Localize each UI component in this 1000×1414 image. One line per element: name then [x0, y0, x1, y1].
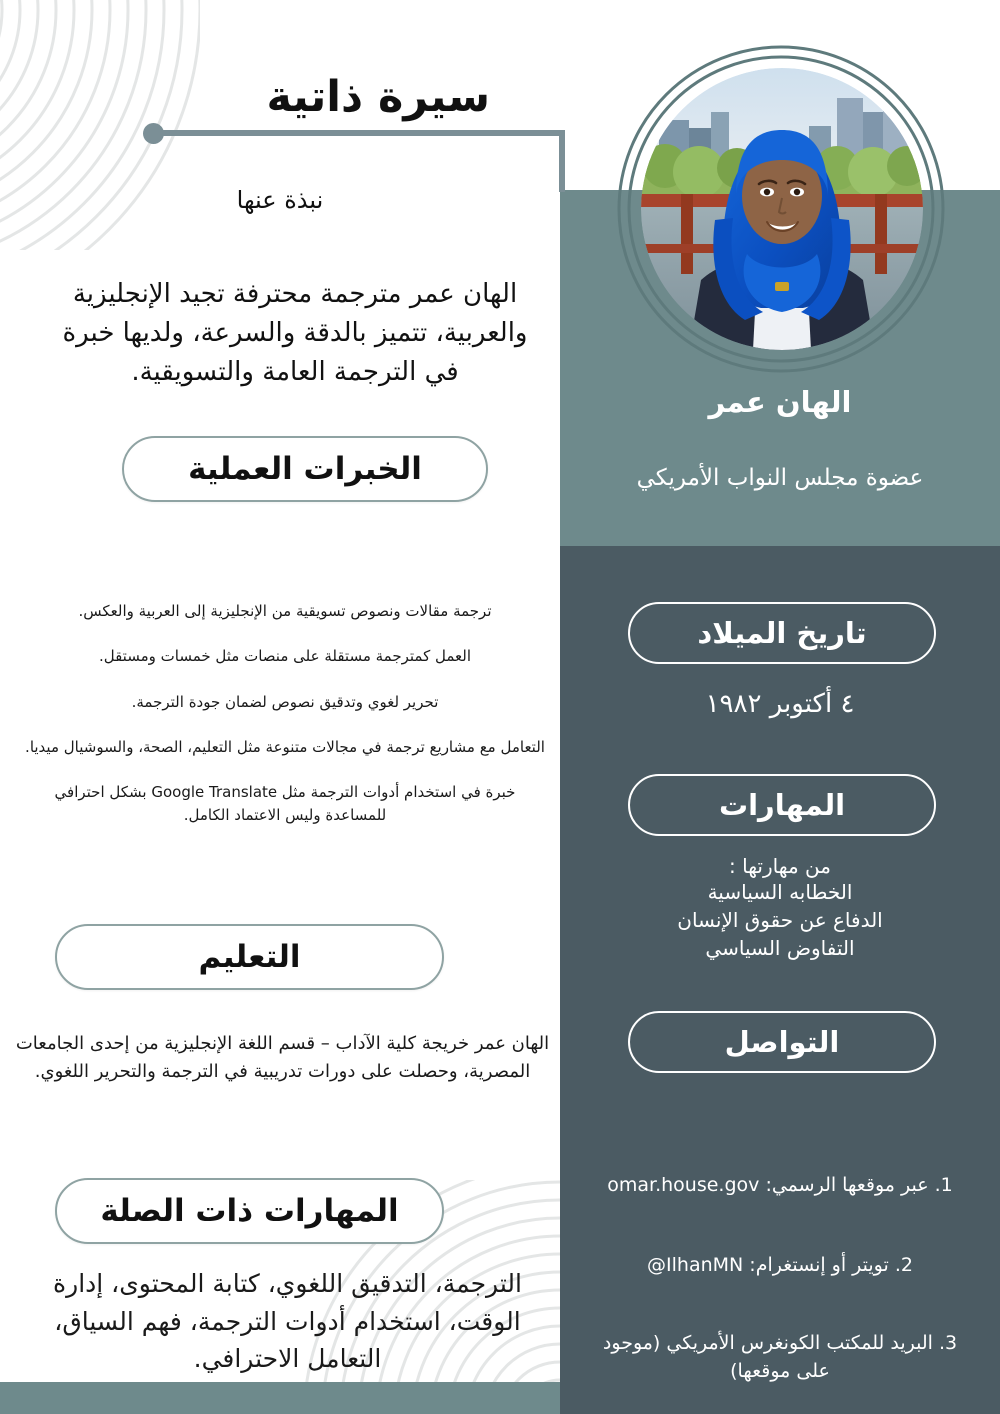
contact-item-social[interactable]: 2. تويتر أو إنستغرام: IlhanMN@ — [647, 1254, 913, 1276]
profile-role: عضوة مجلس النواب الأمريكي — [636, 465, 924, 491]
section-heading-contact: التواصل — [628, 1011, 936, 1073]
page-title: سيرة ذاتية — [266, 72, 490, 122]
skills-intro: من مهارتها : — [729, 854, 831, 878]
section-heading-birthdate: تاريخ الميلاد — [628, 602, 936, 664]
birthdate-value: ٤ أكتوبر ١٩٨٢ — [705, 689, 855, 719]
section-heading-experience: الخبرات العملية — [122, 436, 488, 502]
section-heading-related-skills: المهارات ذات الصلة — [55, 1178, 444, 1244]
skills-item-2: الدفاع عن حقوق الإنسان — [677, 908, 883, 932]
footer-bar — [0, 1382, 560, 1414]
portrait-image — [641, 68, 923, 350]
related-skills-text: الترجمة، التدقيق اللغوي، كتابة المحتوى، إدارة الوقت، استخدام أدوات الترجمة، فهم السياق، التعامل الاحترافي. — [53, 1269, 522, 1373]
contact-item-mail[interactable]: 3. البريد للمكتب الكونغرس الأمريكي (موجود على موقعها) — [602, 1332, 958, 1382]
experience-list — [25, 600, 545, 850]
education-text: الهان عمر خريجة كلية الآداب – قسم اللغة الإنجليزية من إحدى الجامعات المصرية، وحصلت على دورات تدريبية في الترجمة والتحرير اللغوي. — [15, 1033, 550, 1082]
experience-item: العمل كمترجمة مستقلة على منصات مثل خمسات ومستقل. — [98, 647, 472, 666]
skills-item-3: التفاوض السياسي — [705, 936, 855, 960]
section-heading-skills: المهارات — [628, 774, 936, 836]
title-rule-vertical — [559, 130, 565, 192]
sidebar-bottom-panel — [560, 546, 1000, 1414]
experience-item: خبرة في استخدام أدوات الترجمة مثل Google Translate بشكل احترافي للمساعدة وليس الاعتماد الكامل. — [54, 783, 516, 825]
experience-item: التعامل مع مشاريع ترجمة في مجالات متنوعة مثل التعليم، الصحة، والسوشيال ميديا. — [25, 737, 545, 756]
profile-name: الهان عمر — [708, 385, 852, 419]
experience-item: تحرير لغوي وتدقيق نصوص لضمان جودة الترجمة. — [131, 692, 439, 711]
title-rule — [150, 130, 565, 136]
about-text: الهان عمر مترجمة محترفة تجيد الإنجليزية والعربية، تتميز بالدقة والسرعة، ولديها خبرة في الترجمة العامة والتسويقية. — [62, 279, 528, 387]
avatar — [613, 30, 948, 375]
experience-item: ترجمة مقالات ونصوص تسويقية من الإنجليزية إلى العربية والعكس. — [78, 602, 492, 620]
about-label: نبذة عنها — [236, 186, 324, 214]
contact-item-website[interactable]: 1. عبر موقعها الرسمي: omar.house.gov — [607, 1174, 953, 1196]
section-heading-education: التعليم — [55, 924, 444, 990]
skills-item-1: الخطابه السياسية — [707, 880, 853, 904]
